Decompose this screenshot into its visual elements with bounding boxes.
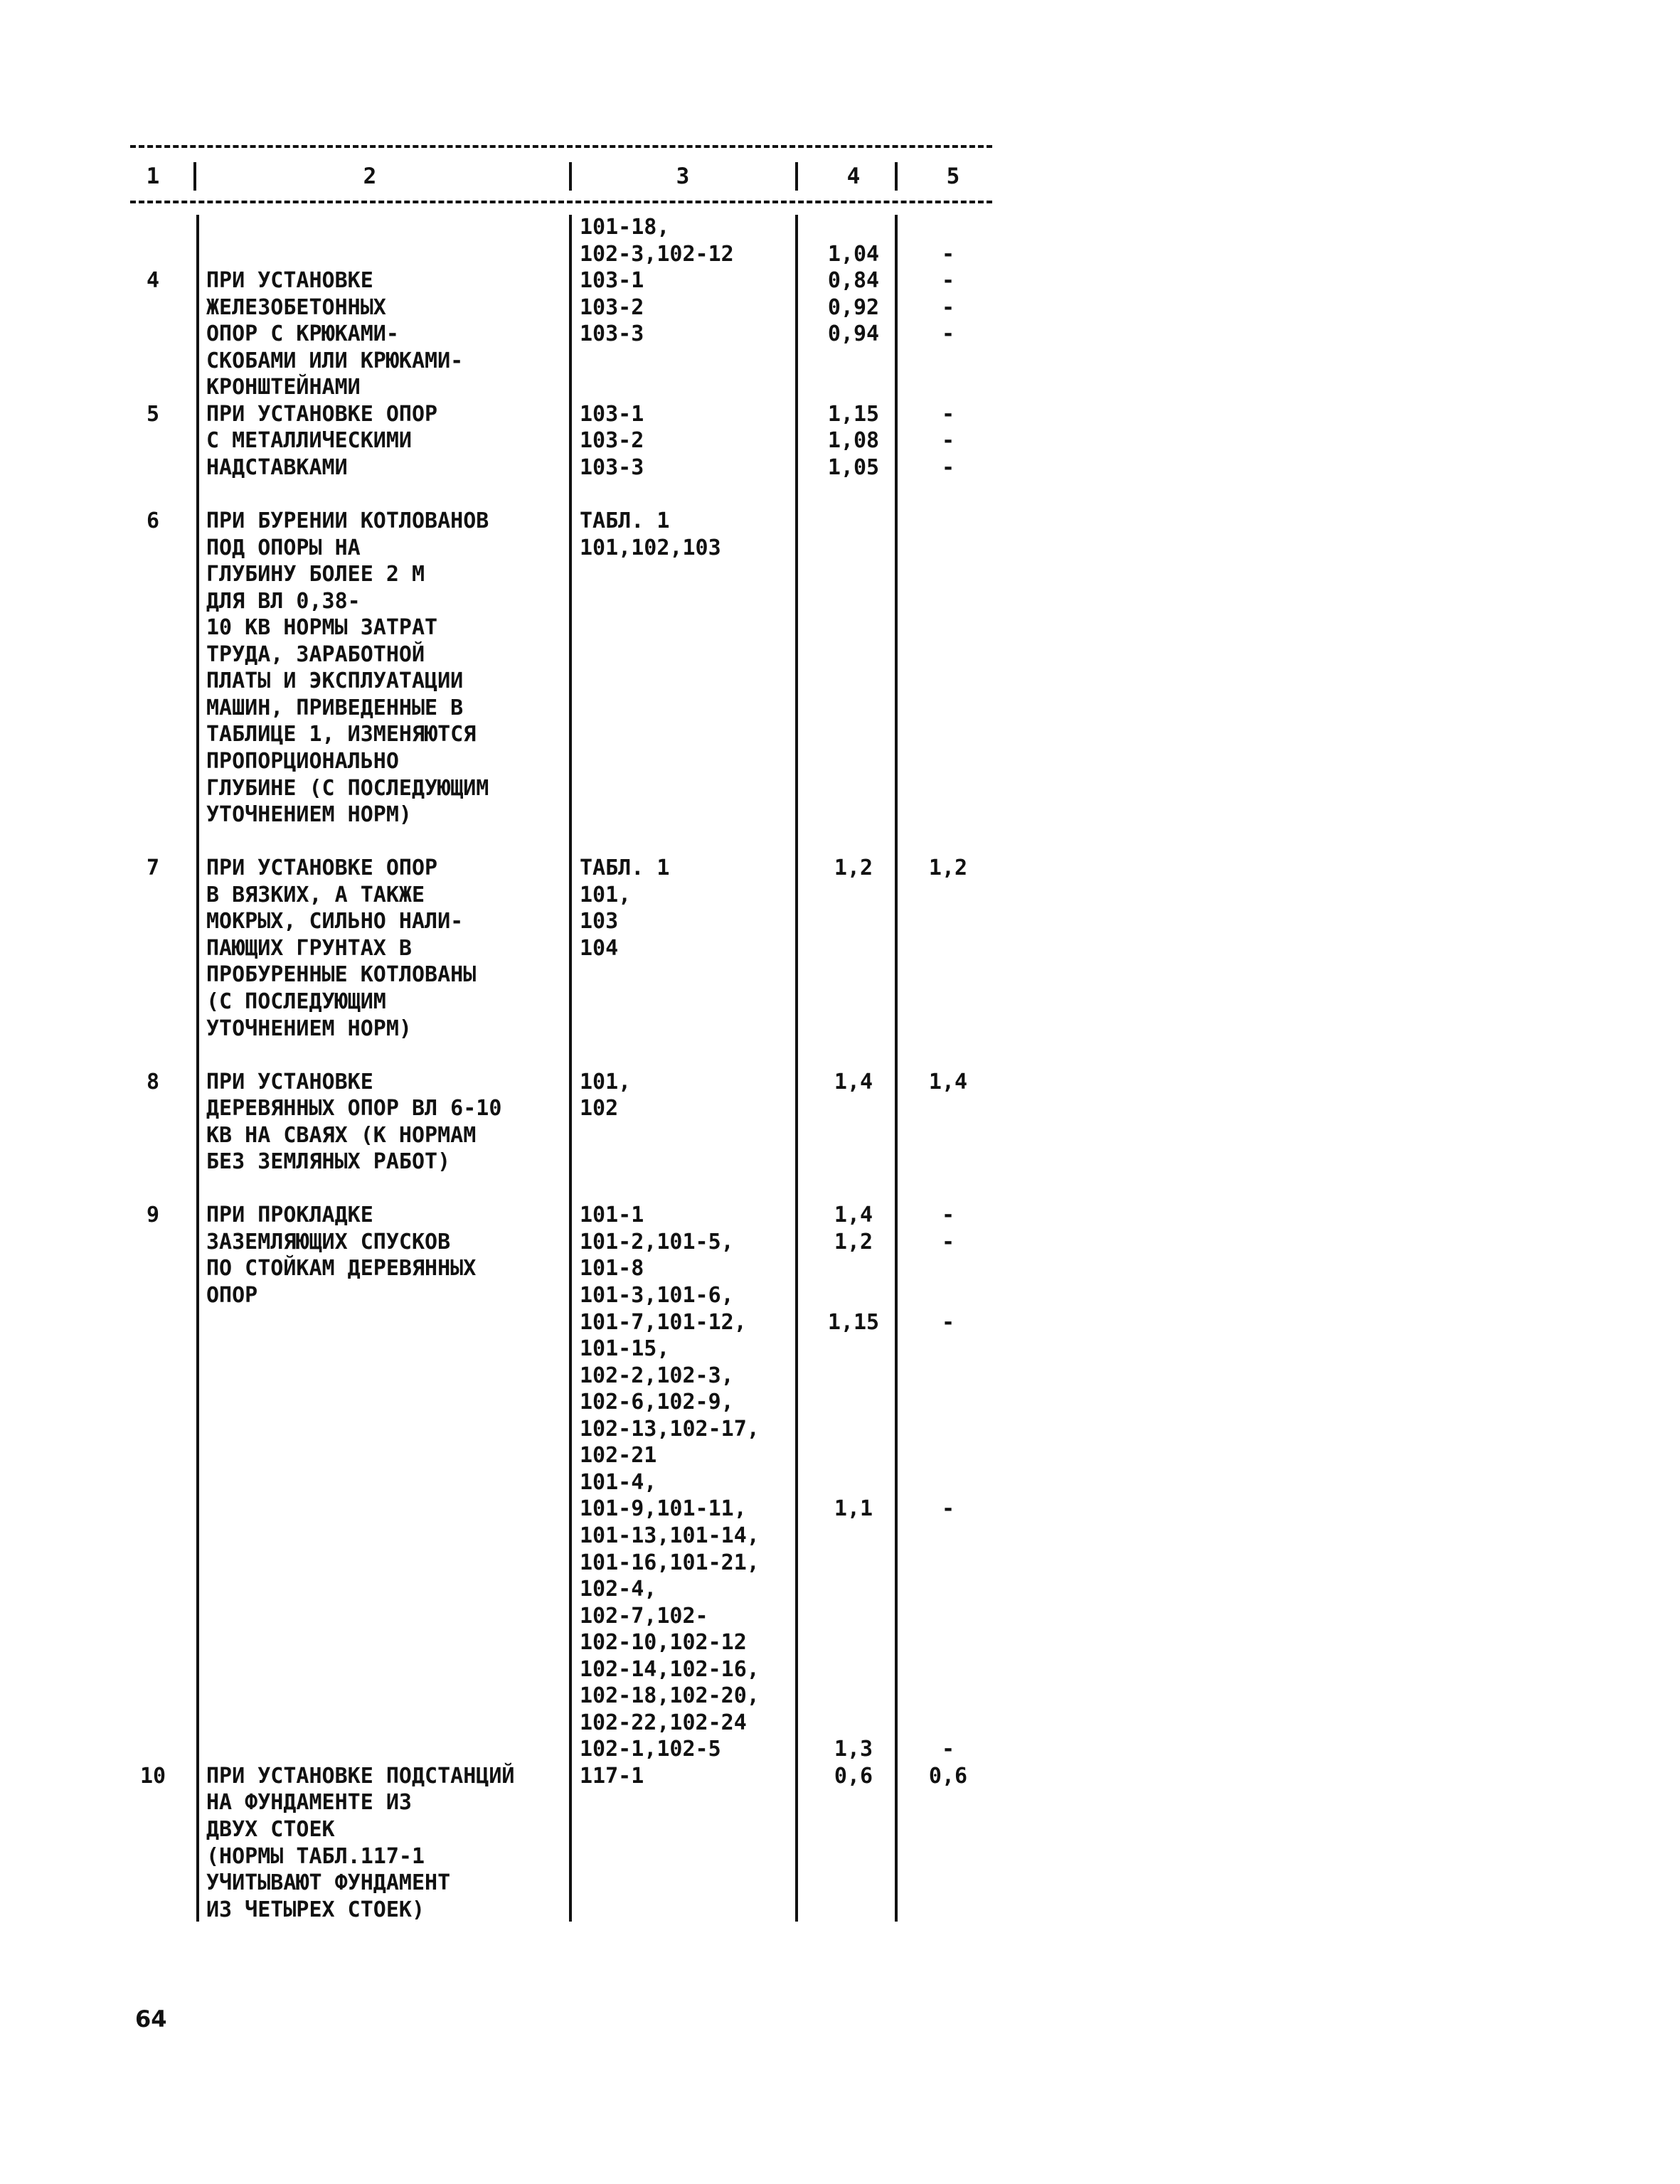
cell-description: НА ФУНДАМЕНТЕ ИЗ [206,1790,412,1816]
table-row [0,1255,1680,1282]
table-row [0,1683,1680,1710]
cell-coefficient-4: 1,3 [834,1737,873,1762]
table-row [0,1576,1680,1603]
table-row [0,1442,1680,1469]
cell-table-reference: 101-13,101-14, [580,1523,760,1548]
table-row [0,267,1680,294]
table-row [0,588,1680,615]
table-row [0,1763,1680,1790]
cell-description: БЕЗ ЗЕМЛЯНЫХ РАБОТ) [206,1149,451,1175]
cell-description: ПРИ ПРОКЛАДКЕ [206,1203,373,1228]
cell-description: ОПОР [206,1283,258,1308]
table-row [0,1656,1680,1683]
cell-coefficient-4: 1,15 [827,401,880,427]
table-row [0,1122,1680,1149]
table-row [0,214,1680,241]
cell-description: КРОНШТЕЙНАМИ [206,375,361,400]
cell-description: ДВУХ СТОЕК [206,1817,335,1842]
header-bottom-dashed-rule [130,201,992,203]
cell-table-reference: 102-10,102-12 [580,1630,747,1656]
cell-item-number: 10 [139,1763,166,1789]
table-row [0,401,1680,428]
cell-item-number: 4 [146,268,160,294]
table-row [0,561,1680,588]
cell-table-reference: 103-2 [580,428,644,454]
cell-coefficient-5: - [941,241,955,267]
cell-table-reference: 101-9,101-11, [580,1496,747,1522]
cell-description: ТАБЛИЦЕ 1, ИЗМЕНЯЮТСЯ [206,722,477,747]
table-row [0,721,1680,748]
table-row [0,641,1680,668]
table-row [0,1336,1680,1363]
table-row [0,1816,1680,1843]
cell-table-reference: 101-15, [580,1336,670,1362]
cell-coefficient-4: 1,2 [834,856,873,881]
cell-table-reference: 101-7,101-12, [580,1309,747,1335]
cell-coefficient-4: 0,84 [827,268,880,294]
table-row [0,1309,1680,1336]
cell-table-reference: 102-18,102-20, [580,1683,760,1709]
cell-table-reference: 102-3,102-12 [580,241,734,267]
table-row [0,1523,1680,1550]
table-row [0,321,1680,348]
cell-table-reference: 103-3 [580,321,644,347]
cell-coefficient-4: 1,15 [827,1309,880,1335]
cell-description: ДЕРЕВЯННЫХ ОПОР ВЛ 6-10 [206,1096,502,1122]
table-row [0,989,1680,1016]
cell-coefficient-5: - [941,1496,955,1522]
cell-description: ТРУДА, ЗАРАБОТНОЙ [206,641,425,667]
table-row [0,374,1680,401]
cell-description: УТОЧНЕНИЕМ НОРМ) [206,802,412,828]
cell-coefficient-4: 1,4 [834,1203,873,1228]
table-row [0,1416,1680,1443]
header-col-2: 2 [363,164,377,189]
cell-table-reference: 103 [580,909,619,934]
table-row [0,1229,1680,1256]
cell-description: ПЛАТЫ И ЭКСПЛУАТАЦИИ [206,668,464,694]
cell-description: ИЗ ЧЕТЫРЕХ СТОЕК) [206,1897,425,1922]
header-separator-2 [569,162,572,191]
cell-table-reference: 101, [580,882,632,907]
cell-description: (С ПОСЛЕДУЮЩИМ [206,989,386,1014]
cell-coefficient-4: 1,08 [827,428,880,454]
cell-coefficient-4: 1,4 [834,1069,873,1094]
cell-description: ПРИ УСТАНОВКЕ [206,268,373,294]
cell-description: ПРИ БУРЕНИИ КОТЛОВАНОВ [206,508,489,534]
cell-coefficient-5: - [941,321,955,347]
top-dashed-rule [130,145,992,148]
cell-description: В ВЯЗКИХ, А ТАКЖЕ [206,882,425,907]
table-row [0,1069,1680,1096]
table-row [0,1736,1680,1763]
table-row [0,1603,1680,1630]
cell-table-reference: 102 [580,1096,619,1122]
cell-coefficient-5: - [941,401,955,427]
cell-table-reference: 101-4, [580,1469,657,1495]
cell-description: МОКРЫХ, СИЛЬНО НАЛИ- [206,909,464,934]
cell-coefficient-4: 1,2 [834,1229,873,1255]
cell-coefficient-5: - [941,268,955,294]
table-row [0,855,1680,882]
cell-description: ПОД ОПОРЫ НА [206,535,361,560]
cell-coefficient-5: - [941,294,955,320]
cell-table-reference: 103-3 [580,454,644,480]
cell-description: СКОБАМИ ИЛИ КРЮКАМИ- [206,348,464,373]
table-row [0,508,1680,535]
cell-coefficient-5: - [941,454,955,480]
cell-table-reference: 103-1 [580,401,644,427]
cell-table-reference: 101,102,103 [580,535,721,560]
cell-table-reference: 102-21 [580,1443,657,1469]
cell-description: МАШИН, ПРИВЕДЕННЫЕ В [206,695,464,720]
cell-coefficient-5: - [941,1203,955,1228]
cell-item-number: 9 [146,1203,160,1228]
table-row [0,962,1680,989]
table-row [0,535,1680,562]
table-row [0,1710,1680,1737]
header-separator-4 [895,162,898,191]
cell-table-reference: 102-13,102-17, [580,1416,760,1442]
header-separator-1 [193,162,196,191]
cell-item-number: 6 [146,508,160,534]
cell-item-number: 7 [146,856,160,881]
table-row [0,1282,1680,1309]
table-row [0,241,1680,268]
cell-description: ЖЕЛЕЗОБЕТОННЫХ [206,294,386,320]
table-row [0,1469,1680,1496]
cell-table-reference: 102-22,102-24 [580,1710,747,1735]
table-row [0,1202,1680,1229]
cell-table-reference: 102-1,102-5 [580,1737,721,1762]
cell-description: ПРОБУРЕННЫЕ КОТЛОВАНЫ [206,962,477,988]
table-row [0,1629,1680,1656]
cell-description: НАДСТАВКАМИ [206,454,348,480]
cell-item-number: 8 [146,1069,160,1094]
cell-description: ПРОПОРЦИОНАЛЬНО [206,749,399,774]
header-col-4: 4 [846,164,861,189]
cell-table-reference: 102-7,102- [580,1603,708,1629]
table-row [0,1843,1680,1870]
cell-table-reference: 101, [580,1069,632,1094]
page-number: 64 [135,2005,167,2033]
table-row [0,1550,1680,1577]
table-row [0,775,1680,802]
cell-description: ПО СТОЙКАМ ДЕРЕВЯННЫХ [206,1256,477,1282]
cell-description: ПРИ УСТАНОВКЕ [206,1069,373,1094]
table-row [0,748,1680,775]
cell-table-reference: 102-6,102-9, [580,1390,734,1415]
cell-coefficient-5: - [941,428,955,454]
table-row [0,668,1680,695]
cell-coefficient-4: 0,92 [827,294,880,320]
table-row [0,1149,1680,1176]
cell-table-reference: ТАБЛ. 1 [580,508,670,534]
cell-coefficient-5: - [941,1737,955,1762]
table-row [0,1042,1680,1069]
cell-table-reference: 101-18, [580,215,670,240]
cell-table-reference: 101-16,101-21, [580,1550,760,1575]
cell-coefficient-5: 1,4 [928,1069,968,1094]
table-row [0,829,1680,856]
table-row [0,801,1680,829]
table-row [0,294,1680,321]
cell-coefficient-4: 1,1 [834,1496,873,1522]
table-row [0,882,1680,909]
cell-description: ПРИ УСТАНОВКЕ ОПОР [206,401,438,427]
cell-coefficient-4: 0,94 [827,321,880,347]
cell-item-number: 5 [146,401,160,427]
cell-coefficient-5: 1,2 [928,856,968,881]
table-row [0,908,1680,935]
cell-table-reference: 103-1 [580,268,644,294]
cell-coefficient-5: - [941,1229,955,1255]
table-row [0,1176,1680,1203]
cell-table-reference: 104 [580,935,619,961]
cell-description: (НОРМЫ ТАБЛ.117-1 [206,1843,425,1869]
header-col-1: 1 [146,164,160,189]
table-row [0,1389,1680,1416]
cell-description: ПРИ УСТАНОВКЕ ПОДСТАНЦИЙ [206,1763,515,1789]
cell-table-reference: 102-4, [580,1577,657,1602]
cell-table-reference: ТАБЛ. 1 [580,856,670,881]
table-row [0,1095,1680,1122]
cell-description: УТОЧНЕНИЕМ НОРМ) [206,1016,412,1041]
table-row [0,427,1680,454]
cell-coefficient-4: 1,04 [827,241,880,267]
table-row [0,1870,1680,1897]
cell-description: ДЛЯ ВЛ 0,38- [206,588,361,614]
cell-coefficient-4: 1,05 [827,454,880,480]
cell-table-reference: 101-2,101-5, [580,1229,734,1255]
table-row [0,614,1680,641]
cell-description: ПРИ УСТАНОВКЕ ОПОР [206,856,438,881]
cell-table-reference: 117-1 [580,1763,644,1789]
table-row [0,1789,1680,1816]
cell-description: УЧИТЫВАЮТ ФУНДАМЕНТ [206,1870,451,1896]
table-row [0,695,1680,722]
table-row [0,454,1680,481]
table-row [0,1016,1680,1043]
cell-description: ПАЮЩИХ ГРУНТАХ В [206,935,412,961]
header-col-3: 3 [676,164,690,189]
table-row [0,348,1680,375]
cell-description: С МЕТАЛЛИЧЕСКИМИ [206,428,412,454]
cell-table-reference: 101-1 [580,1203,644,1228]
header-separator-3 [795,162,798,191]
table-row [0,1496,1680,1523]
cell-description: ГЛУБИНУ БОЛЕЕ 2 М [206,562,425,587]
cell-table-reference: 102-14,102-16, [580,1656,760,1682]
cell-table-reference: 101-8 [580,1256,644,1282]
table-row [0,481,1680,508]
cell-description: КВ НА СВАЯХ (К НОРМАМ [206,1122,477,1148]
cell-coefficient-5: - [941,1309,955,1335]
cell-table-reference: 102-2,102-3, [580,1363,734,1388]
cell-description: ОПОР С КРЮКАМИ- [206,321,399,347]
cell-description: ЗАЗЕМЛЯЮЩИХ СПУСКОВ [206,1229,451,1255]
cell-description: 10 КВ НОРМЫ ЗАТРАТ [206,615,438,641]
header-col-5: 5 [946,164,960,189]
table-row [0,1363,1680,1390]
cell-coefficient-4: 0,6 [834,1763,873,1789]
table-row [0,935,1680,962]
table-row [0,1897,1680,1924]
cell-table-reference: 103-2 [580,294,644,320]
cell-coefficient-5: 0,6 [928,1763,968,1789]
cell-description: ГЛУБИНЕ (С ПОСЛЕДУЮЩИМ [206,775,489,801]
cell-table-reference: 101-3,101-6, [580,1283,734,1308]
